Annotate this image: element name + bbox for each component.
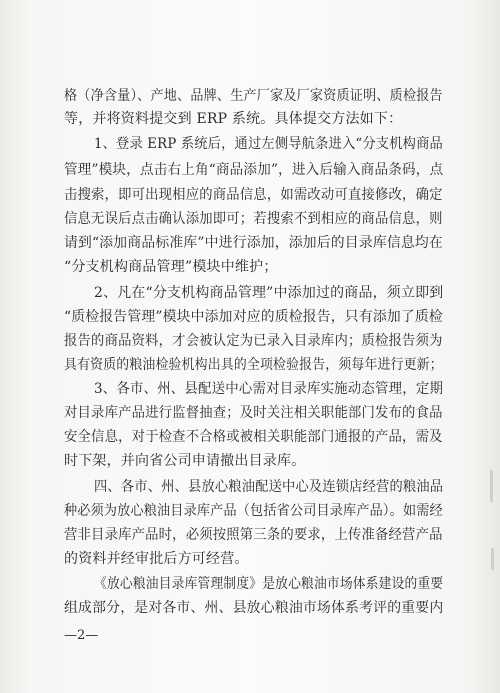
- text-line: 2、凡在“分支机构商品管理”中添加过的商品，须立即到: [94, 285, 444, 301]
- text-line: 时下架，并向省公司申请撤出目录库。: [64, 453, 306, 469]
- text-line: 1、登录 ERP 系统后，通过左侧导航条进入“分支机构商品: [94, 136, 443, 152]
- text-line: 的资料并经审批后方可经营。: [64, 551, 249, 567]
- text-line: “质检报告管理”模块中添加对应的质检报告，只有添加了质检: [64, 309, 443, 325]
- text-line: 营非目录库产品时，必须按照第三条的要求，上传准备经营产品: [64, 527, 443, 543]
- text-line: 管理”模块，点击右上角“商品添加”，进入后输入商品条码，点: [64, 162, 444, 178]
- text-line: 信息无误后点击确认添加即可；若搜索不到相应的商品信息，则: [64, 211, 443, 227]
- scan-edge-mark: [490, 470, 493, 502]
- text-line: 具有资质的粮油检验机构出具的全项检验报告，须每年进行更新；: [64, 357, 443, 373]
- text-line: 《放心粮油目录库管理制度》是放心粮油市场体系建设的重要: [94, 576, 444, 592]
- text-line: 报告的商品资料，才会被认定为已录入目录库内；质检报告须为: [64, 333, 443, 349]
- text-line: 格（净含量）、产地、品牌、生产厂家及厂家资质证明、质检报告: [64, 88, 443, 104]
- text-line: 四、各市、州、县放心粮油配送中心及连锁店经营的粮油品: [94, 479, 444, 495]
- text-line: 等，并将资料提交到 ERP 系统。具体提交方法如下：: [64, 111, 403, 127]
- text-line: 对目录库产品进行监督抽查；及时关注相关职能部门发布的食品: [64, 405, 443, 421]
- text-line: 组成部分，是对各市、州、县放心粮油市场体系考评的重要内: [64, 600, 444, 616]
- text-line: 3、各市、州、县配送中心需对目录库实施动态管理，定期: [94, 381, 444, 397]
- text-line: 请到“添加商品标准库”中进行添加，添加后的目录库信息均在: [64, 235, 443, 251]
- text-line: “分支机构商品管理”模块中维护；: [64, 259, 278, 275]
- text-line: 种必须为放心粮油目录库产品（包括省公司目录库产品）。如需经: [64, 503, 443, 519]
- text-line: 安全信息，对于检查不合格或被相关职能部门通报的产品，需及: [64, 429, 443, 445]
- text-line: 击搜索，即可出现相应的商品信息，如需改动可直接修改，确定: [64, 187, 443, 203]
- scan-edge-mark: [491, 548, 494, 570]
- page-number: —2—: [64, 628, 99, 643]
